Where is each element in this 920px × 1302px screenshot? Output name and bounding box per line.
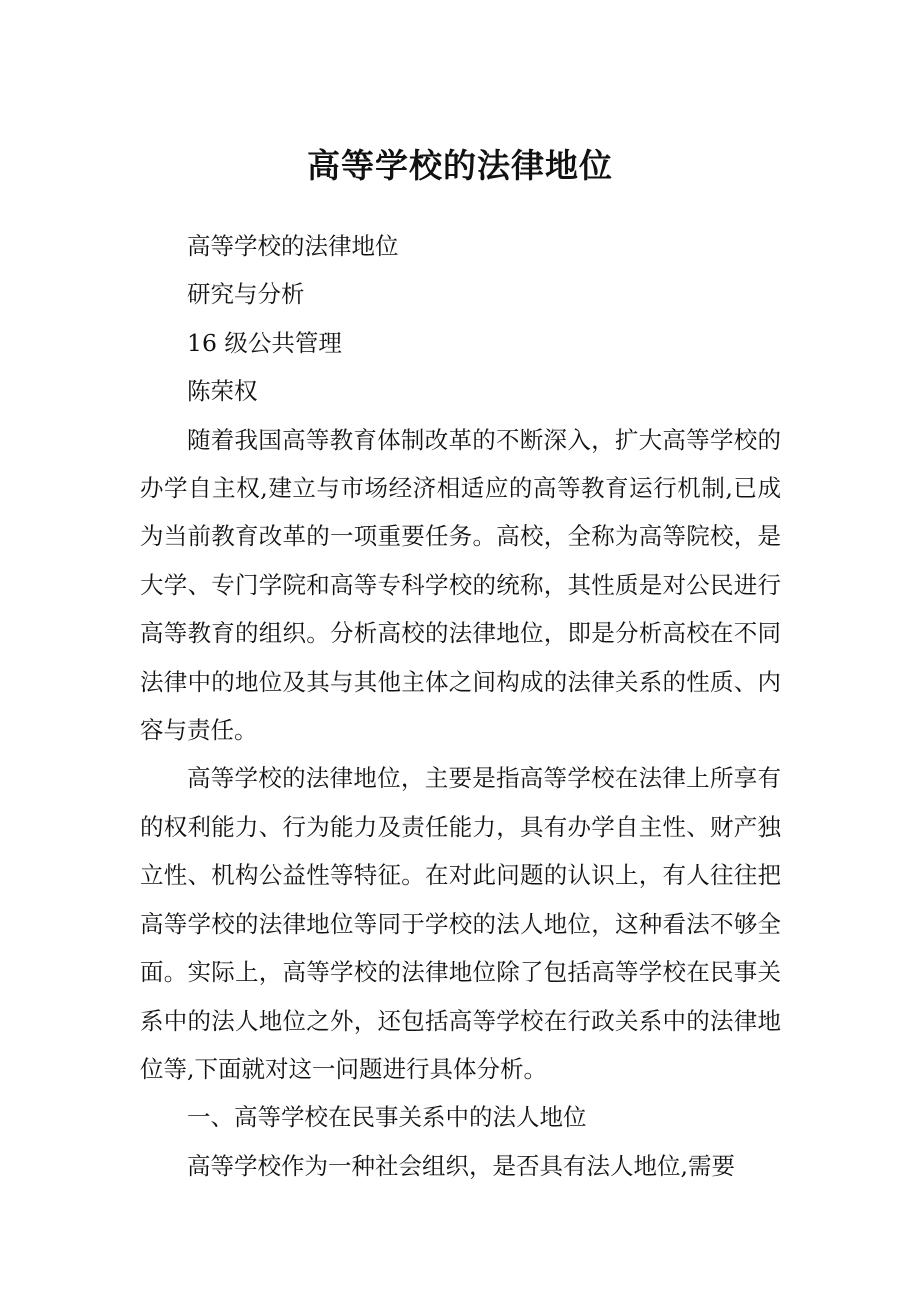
document-title: 高等学校的法律地位 [307,146,613,185]
body-paragraph: 高等学校作为一种社会组织，是否具有法人地位,需要 [187,1151,735,1180]
author-line: 陈荣权 [187,377,258,406]
class-line: 16 级公共管理 [187,328,342,357]
subtitle-line: 研究与分析 [187,280,305,309]
body-paragraph: 高等学校的法律地位，主要是指高等学校在法律上所享有的权利能力、行为能力及责任能力，具有办学自主性、财产独立性、机构公益性等特征。在对此问题的认识上，有人往往把高等学校的法律地位等同于学校的法人地位，这种看法不够全面。实际上，高等学校的法律地位除了包括高等学校在民事关系中的法人地位之外，还包括高等学校在行政关系中的法律地位等,下面就对这一问题进行具体分析。 [140,764,781,1083]
document-body [140,222,781,1190]
section-heading: 一、高等学校在民事关系中的法人地位 [187,1103,587,1132]
body-paragraph: 随着我国高等教育体制改革的不断深入，扩大高等学校的办学自主权,建立与市场经济相适应的高等教育运行机制,已成为当前教育改革的一项重要任务。高校，全称为高等院校，是大学、专门学院和高等专科学校的统称，其性质是对公民进行高等教育的组织。分析高校的法律地位，即是分析高校在不同法律中的地位及其与其他主体之间构成的法律关系的性质、内容与责任。 [140,425,781,745]
subtitle-line: 高等学校的法律地位 [187,232,399,260]
